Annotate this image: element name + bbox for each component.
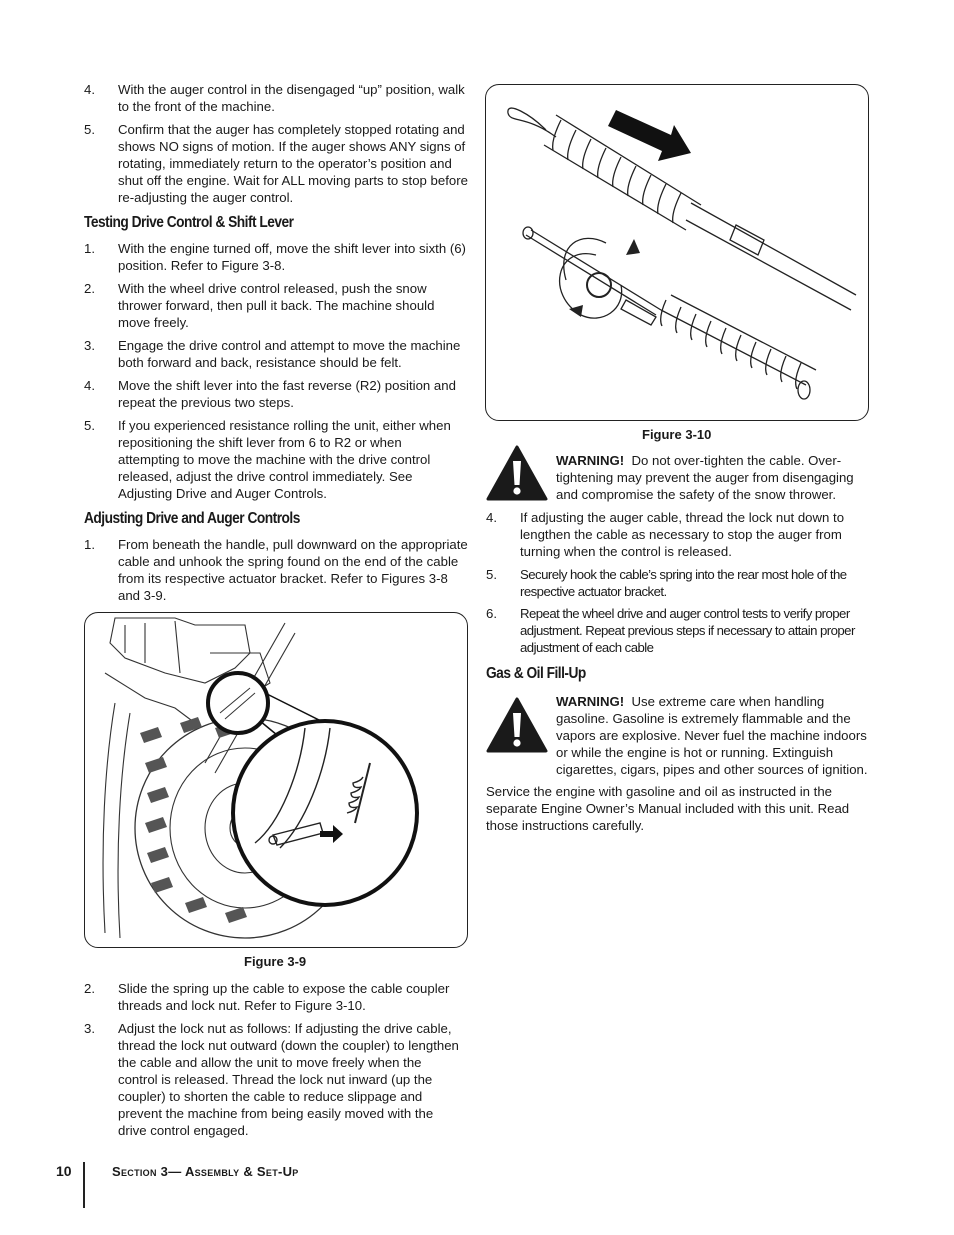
warning-title: WARNING! [556, 453, 625, 468]
warning-title: WARNING! [556, 694, 625, 709]
figure-3-9 [84, 612, 468, 948]
figure-caption: Figure 3-10 [642, 427, 712, 442]
warning-text: WARNING! Do not over-tighten the cable. Over-tightening may prevent the auger from disengaging and compromise the safety of the snow thrower. [556, 453, 854, 502]
page-number: 10 [56, 1163, 72, 1179]
warning-icon [486, 697, 548, 753]
section-title: Section 3— Assembly & Set-Up [112, 1164, 299, 1179]
section-heading-gas-oil: Gas & Oil Fill-Up [486, 665, 586, 682]
section-heading-testing: Testing Drive Control & Shift Lever [84, 214, 294, 231]
cable-spring-illustration [486, 85, 868, 420]
section-heading-adjusting: Adjusting Drive and Auger Controls [84, 510, 300, 527]
service-paragraph: Service the engine with gasoline and oil as instructed in the separate Engine Owner’s Manual included with this unit. Read those instructions carefully. [486, 784, 850, 833]
warning-text: WARNING! Use extreme care when handling gasoline. Gasoline is extremely flammable and the vapors are explosive. Never fuel the machine indoors or while the engine is hot or running. Extinguish cigarettes, cigars, pipes and other sources of ignition. [556, 694, 868, 777]
warning-icon [486, 445, 548, 501]
figure-caption: Figure 3-9 [244, 954, 307, 969]
footer-divider [83, 1162, 85, 1208]
figure-3-10 [485, 84, 869, 421]
snow-thrower-illustration [85, 613, 467, 947]
